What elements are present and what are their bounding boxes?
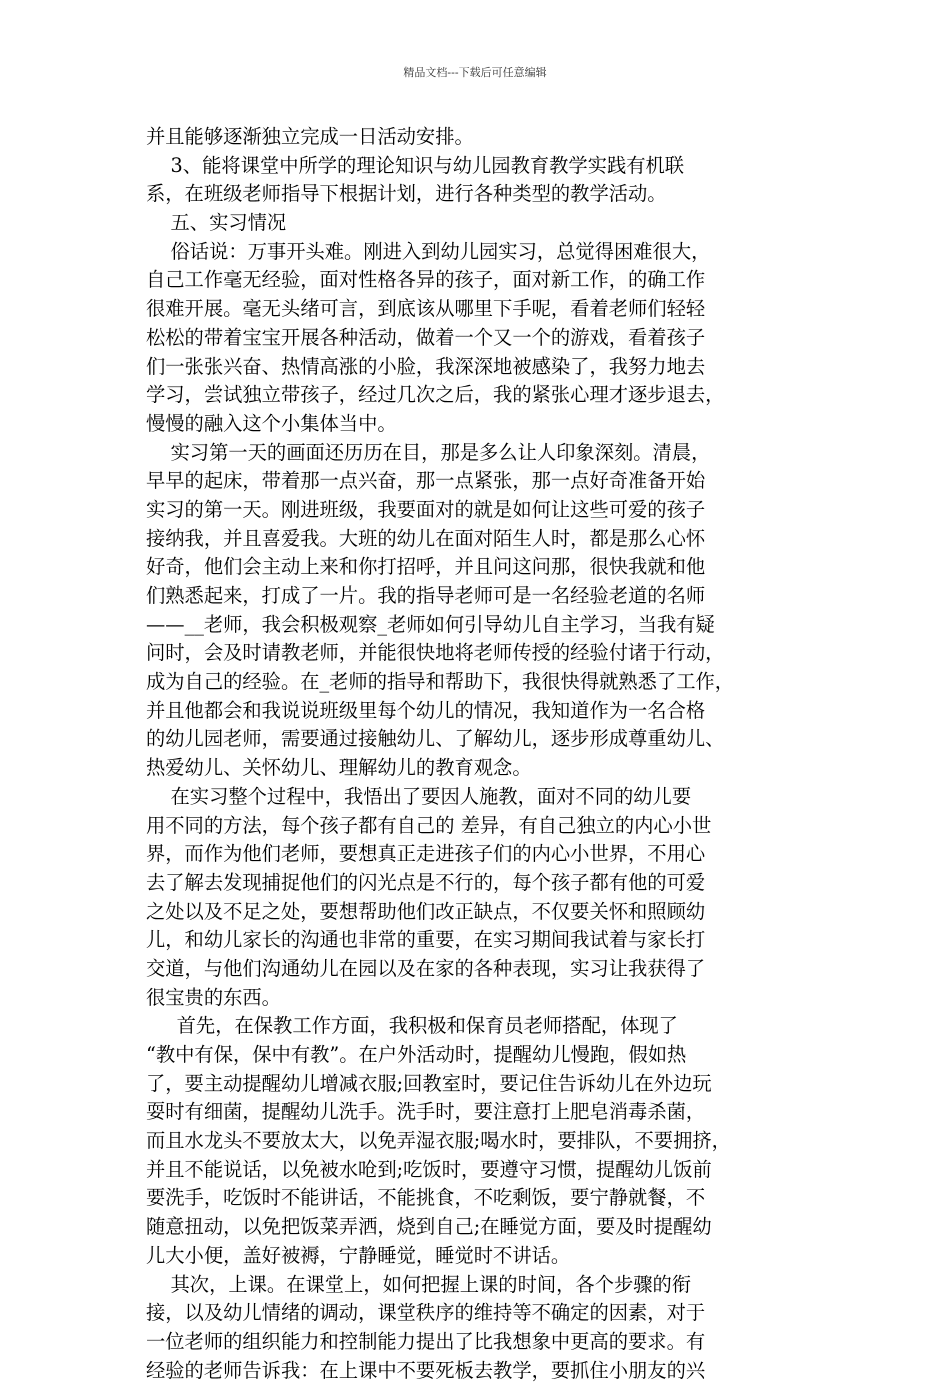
text-line: 经验的老师告诉我：在上课中不要死板去教学，要抓住小朋友的兴 — [146, 1358, 706, 1382]
text-line: 接纳我，并且喜爱我。大班的幼儿在面对陌生人时，都是那么心怀 — [146, 526, 706, 550]
text-line: 松松的带着宝宝开展各种活动，做着一个又一个的游戏，看着孩子 — [146, 325, 706, 349]
text-line: 界，而作为他们老师，要想真正走进孩子们的内心小世界，不用心 — [146, 842, 706, 866]
text-line: 交道，与他们沟通幼儿在园以及在家的各种表现，实习让我获得了 — [146, 956, 706, 980]
text-line: ——__老师，我会积极观察_老师如何引导幼儿自主学习，当我有疑 — [146, 612, 715, 636]
text-line: 俗话说：万事开头难。刚进入到幼儿园实习，总觉得困难很大， — [146, 239, 711, 263]
text-line: 早早的起床，带着那一点兴奋，那一点紧张，那一点好奇准备开始 — [146, 469, 706, 493]
text-line: 很宝贵的东西。 — [146, 985, 281, 1009]
text-line: 热爱幼儿、关怀幼儿、理解幼儿的教育观念。 — [146, 756, 532, 780]
text-line: 问时，会及时请教老师，并能很快地将老师传授的经验付诸于行动， — [146, 641, 725, 665]
text-line: 在实习整个过程中，我悟出了要因人施教，面对不同的幼儿要 — [146, 784, 692, 808]
text-line: 要洗手，吃饭时不能讲话，不能挑食，不吃剩饭，要宁静就餐，不 — [146, 1186, 706, 1210]
section-heading: 五、实习情况 — [146, 211, 287, 235]
text-line: 其次，上课。在课堂上，如何把握上课的时间，各个步骤的衔 — [146, 1272, 692, 1296]
text-line: 成为自己的经验。在_老师的指导和帮助下，我很快得就熟悉了工作， — [146, 670, 735, 694]
text-line: 一位老师的组织能力和控制能力提出了比我想象中更高的要求。有 — [146, 1329, 706, 1353]
text-line: 并且能够逐渐独立完成一日活动安排。 — [146, 125, 474, 148]
text-line: 系，在班级老师指导下根据计划，进行各种类型的教学活动。 — [146, 182, 667, 206]
text-line: 并且他都会和我说说班级里每个幼儿的情况，我知道作为一名合格 — [146, 698, 706, 722]
text-line: “教中有保，保中有教”。在户外活动时，提醒幼儿慢跑，假如热 — [146, 1043, 687, 1066]
text-line: 很难开展。毫无头绪可言，到底该从哪里下手呢，看着老师们轻轻 — [146, 297, 706, 321]
text-line: 学习，尝试独立带孩子，经过几次之后，我的紧张心理才逐步退去， — [146, 383, 725, 407]
text-line: 用不同的方法，每个孩子都有自己的 差异，有自己独立的内心小世 — [146, 813, 712, 837]
text-line: 而且水龙头不要放太大，以免弄湿衣服;喝水时，要排队，不要拥挤， — [146, 1129, 731, 1153]
text-line: 接，以及幼儿情绪的调动，课堂秩序的维持等不确定的因素，对于 — [146, 1301, 706, 1325]
text-line: 们一张张兴奋、热情高涨的小脸，我深深地被感染了，我努力地去 — [146, 354, 706, 378]
text-line: 去了解去发现捕捉他们的闪光点是不行的，每个孩子都有他的可爱 — [146, 870, 706, 894]
text-line: 儿，和幼儿家长的沟通也非常的重要，在实习期间我试着与家长打 — [146, 928, 706, 952]
text-line: 的幼儿园老师，需要通过接触幼儿、了解幼儿，逐步形成尊重幼儿、 — [146, 727, 725, 751]
text-line: 首先，在保教工作方面，我积极和保育员老师搭配，体现了 — [146, 1014, 678, 1038]
text-line: 慢慢的融入这个小集体当中。 — [146, 411, 397, 435]
text-line: 了，要主动提醒幼儿增减衣服;回教室时，要记住告诉幼儿在外边玩 — [146, 1071, 712, 1095]
text-line: 们熟悉起来，打成了一片。我的指导老师可是一名经验老道的名师 — [146, 584, 706, 607]
text-line: 耍时有细菌，提醒幼儿洗手。洗手时，要注意打上肥皂消毒杀菌， — [146, 1100, 706, 1124]
text-line: 儿大小便，盖好被褥，宁静睡觉，睡觉时不讲话。 — [146, 1243, 571, 1267]
text-line: 实习的第一天。刚进班级，我要面对的就是如何让这些可爱的孩子 — [146, 497, 706, 521]
page-header: 精品文档---下载后可任意编辑 — [403, 66, 547, 79]
document-body — [146, 123, 806, 1385]
text-line: 实习第一天的画面还历历在目，那是多么让人印象深刻。清晨， — [146, 440, 711, 464]
text-line: 好奇，他们会主动上来和你打招呼，并且问这问那，很快我就和他 — [146, 555, 706, 579]
text-line: 自己工作毫无经验，面对性格各异的孩子，面对新工作，的确工作 — [146, 268, 706, 292]
text-line: 随意扭动，以免把饭菜弄洒，烧到自己;在睡觉方面，要及时提醒幼 — [146, 1215, 712, 1239]
text-line: 之处以及不足之处，要想帮助他们改正缺点，不仅要关怀和照顾幼 — [146, 899, 706, 923]
text-line: 3、能将课堂中所学的理论知识与幼儿园教育教学实践有机联 — [146, 153, 685, 177]
text-line: 并且不能说话，以免被水呛到;吃饭时，要遵守习惯，提醒幼儿饭前 — [146, 1157, 712, 1181]
